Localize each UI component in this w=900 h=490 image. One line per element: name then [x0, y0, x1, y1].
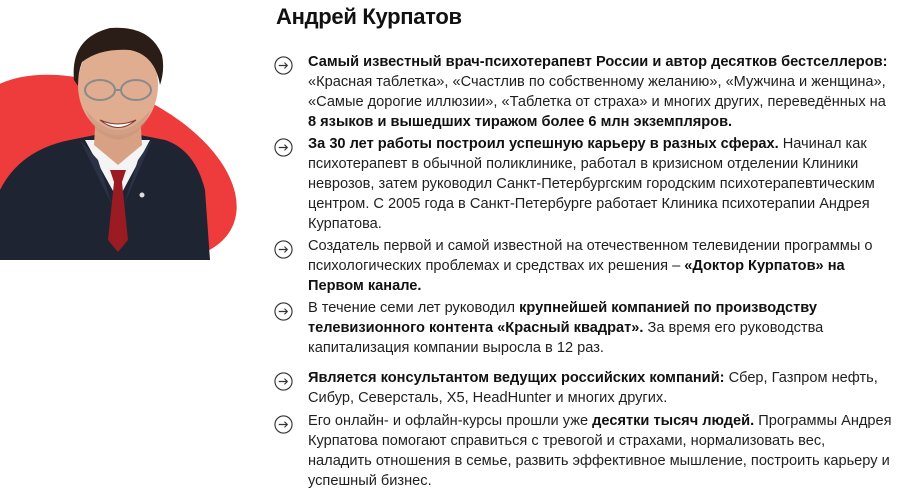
- arrow-circle-right-icon: [274, 240, 293, 259]
- bio-item: [272, 368, 892, 408]
- bio-item: [272, 52, 892, 132]
- bio-item: [272, 298, 892, 358]
- bio-item: [272, 236, 892, 296]
- bio-item-text: Является консультантом ведущих российских компаний: Сбер, Газпром нефть, Сибур, Северсталь, X5, HeadHunter и многих других.: [308, 370, 878, 406]
- portrait-photo: [0, 0, 270, 260]
- bio-item-text: Создатель первой и самой известной на отечественном телевидении программы о психологических проблемах и средствах их решения – «Доктор Курпатов» на Первом канале.: [308, 238, 873, 294]
- arrow-circle-right-icon: [274, 56, 293, 75]
- bio-item-text: В течение семи лет руководил крупнейшей компанией по производству телевизионного контента «Красный квадрат». За время его руководства капитализация компании выросла в 12 раз.: [308, 300, 824, 356]
- arrow-circle-right-icon: [274, 302, 293, 321]
- page-title: Андрей Курпатов: [276, 4, 462, 29]
- bio-item-text: За 30 лет работы построил успешную карьеру в разных сферах. Начинал как психотерапевт в обычной поликлинике, работал в кризисном отделении Клиники неврозов, затем руководил Санкт-Петербургским городским психотерапевтическим центром. С 2005 года в Санкт-Петербурге работает Клиника психотерапии Андрея Курпатова.: [308, 136, 875, 232]
- bio-item-text: Его онлайн- и офлайн-курсы прошли уже десятки тысяч людей. Программы Андрея Курпатова помогают справиться с тревогой и страхами, нормализовать вес, наладить отношения в семье, развить эффективное мышление, построить карьеру и успешный бизнес.: [308, 413, 892, 489]
- arrow-circle-right-icon: [274, 415, 293, 434]
- arrow-circle-right-icon: [274, 138, 293, 157]
- arrow-circle-right-icon: [274, 372, 293, 391]
- bio-item-text: Самый известный врач-психотерапевт России и автор десятков бестселлеров: «Красная таблетка», «Счастлив по собственному желанию», «Мужчина и женщина», «Самые дорогие иллюзии», «Таблетка от страха» и многих других, переведённых на 8 языков и вышедших тиражом более 6 млн экземпляров.: [308, 54, 888, 130]
- bio-item: [272, 411, 892, 490]
- portrait-illustration: [0, 0, 270, 260]
- bio-item: [272, 134, 892, 234]
